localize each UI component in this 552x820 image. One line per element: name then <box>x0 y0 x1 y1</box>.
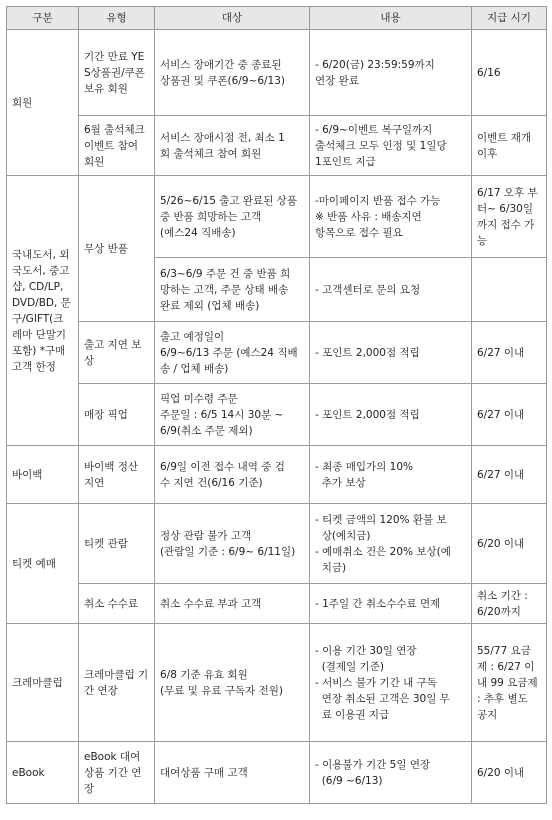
target-line: 정상 관람 불가 고객 <box>160 529 252 542</box>
type-cell: 바이백 정산 지연 <box>79 446 155 504</box>
time-cell: 6/27 이내 <box>472 322 547 384</box>
header-target: 대상 <box>155 7 310 30</box>
category-cell: 티켓 예매 <box>7 504 79 624</box>
target-cell <box>155 322 310 384</box>
table-row <box>7 116 547 176</box>
content-line: - 포인트 2,000점 적립 <box>315 346 420 359</box>
content-cell <box>310 176 472 258</box>
target-line: 서비스 장애기간 중 종료된 <box>160 58 282 71</box>
content-line: - 예매취소 건은 20% 보상(예 <box>315 545 451 558</box>
target-cell <box>155 584 310 624</box>
time-cell: 6/20 이내 <box>472 742 547 804</box>
type-cell: 매장 픽업 <box>79 384 155 446</box>
content-line: 출석체크 모두 인정 및 1일당 <box>315 139 447 152</box>
target-line: 망하는 고객, 주문 상태 배송 <box>160 283 289 296</box>
content-line: - 포인트 2,000점 적립 <box>315 408 420 421</box>
header-row <box>7 7 547 30</box>
content-line: - 티켓 금액의 120% 환불 보 <box>315 513 447 526</box>
compensation-table <box>6 6 547 804</box>
type-cell: eBook 대여상품 기간 연장 <box>79 742 155 804</box>
time-cell: 6/27 이내 <box>472 446 547 504</box>
category-cell: 회원 <box>7 30 79 176</box>
target-cell <box>155 446 310 504</box>
content-line: - 서비스 불가 기간 내 구독 <box>315 676 437 689</box>
category-cell: 크레마클럽 <box>7 624 79 742</box>
target-line: 5/26~6/15 출고 완료된 상품 <box>160 194 297 207</box>
content-cell <box>310 116 472 176</box>
table-row <box>7 504 547 584</box>
time-cell: 55/77 요금제 : 6/27 이내 99 요금제 : 추후 별도 공지 <box>472 624 547 742</box>
header-content: 내용 <box>310 7 472 30</box>
content-cell <box>310 384 472 446</box>
content-line: - 이용 기간 30일 연장 <box>315 644 417 657</box>
target-line: 6/9일 이전 접수 내역 중 검 <box>160 460 285 473</box>
time-cell: 6/27 이내 <box>472 384 547 446</box>
content-line: - 이용불가 기간 5일 연장 <box>315 758 431 771</box>
target-cell <box>155 624 310 742</box>
target-line: 6/3~6/9 주문 건 중 반품 희 <box>160 267 291 280</box>
content-line: ※ 반품 사유 : 배송지연 <box>315 210 422 223</box>
content-line: 치금) <box>315 561 347 574</box>
target-line: 송 / 업체 배송) <box>160 362 229 375</box>
time-cell: 6/20 이내 <box>472 504 547 584</box>
type-cell: 크레마클럽 기간 연장 <box>79 624 155 742</box>
content-line: -마이페이지 반품 접수 가능 <box>315 194 441 207</box>
content-cell <box>310 742 472 804</box>
content-line: 연장 취소된 고객은 30일 무 <box>315 692 450 705</box>
table-row <box>7 384 547 446</box>
table-row <box>7 446 547 504</box>
content-line: - 최종 매입가의 10% <box>315 460 413 473</box>
target-line: 완료 제외 (업체 배송) <box>160 299 260 312</box>
type-cell: 출고 지연 보상 <box>79 322 155 384</box>
time-cell: 취소 기간 : 6/20까지 <box>472 584 547 624</box>
time-cell: 6/16 <box>472 30 547 116</box>
time-cell <box>472 258 547 322</box>
content-cell <box>310 258 472 322</box>
content-line: - 고객센터로 문의 요청 <box>315 283 421 296</box>
target-line: 회 출석체크 참여 회원 <box>160 147 262 160</box>
target-line: 수 지연 건(6/16 기준) <box>160 476 263 489</box>
table-row <box>7 742 547 804</box>
table-row <box>7 624 547 742</box>
category-cell: eBook <box>7 742 79 804</box>
target-line: 6/8 기준 유효 회원 <box>160 668 248 681</box>
header-type: 유형 <box>79 7 155 30</box>
type-cell: 무상 반품 <box>79 176 155 322</box>
target-line: 중 반품 희망하는 고객 <box>160 210 262 223</box>
time-cell: 6/17 오후 부터~ 6/30일까지 접수 가능 <box>472 176 547 258</box>
target-line: 취소 수수료 부과 고객 <box>160 597 262 610</box>
target-line: (무료 및 유료 구독자 전원) <box>160 684 283 697</box>
content-cell <box>310 624 472 742</box>
target-cell <box>155 30 310 116</box>
table-row <box>7 584 547 624</box>
target-line: 상품권 및 쿠폰(6/9~6/13) <box>160 74 286 87</box>
type-cell: 취소 수수료 <box>79 584 155 624</box>
content-line: (6/9 ~6/13) <box>315 774 383 787</box>
header-category: 구분 <box>7 7 79 30</box>
content-line: - 6/9~이벤트 복구일까지 <box>315 123 433 136</box>
content-line: 1포인트 지급 <box>315 155 376 168</box>
table-row <box>7 176 547 258</box>
header-time: 지급 시기 <box>472 7 547 30</box>
category-cell: 국내도서, 외국도서, 중고샵, CD/LP, DVD/BD, 문구/GIFT(크레마 단말기 포함) *구매고객 한정 <box>7 176 79 446</box>
content-line: 항목으로 접수 필요 <box>315 226 403 239</box>
target-line: 주문일 : 6/5 14시 30분 ~ <box>160 408 284 421</box>
table-row <box>7 30 547 116</box>
type-cell: 티켓 관람 <box>79 504 155 584</box>
target-cell <box>155 384 310 446</box>
target-cell <box>155 258 310 322</box>
target-line: 픽업 미수령 주문 <box>160 392 238 405</box>
target-line: 6/9(취소 주문 제외) <box>160 424 253 437</box>
content-line: - 1주일 간 취소수수료 면제 <box>315 597 441 610</box>
content-cell <box>310 446 472 504</box>
content-line: 추가 보상 <box>315 476 366 489</box>
time-cell: 이벤트 재개 이후 <box>472 116 547 176</box>
content-line: (결제일 기준) <box>315 660 384 673</box>
content-line: 상(예치금) <box>315 529 371 542</box>
target-line: 대여상품 구매 고객 <box>160 766 248 779</box>
target-cell <box>155 176 310 258</box>
target-cell <box>155 116 310 176</box>
table-row <box>7 322 547 384</box>
target-cell <box>155 742 310 804</box>
type-cell: 6월 출석체크 이벤트 참여 회원 <box>79 116 155 176</box>
target-line: 서비스 장애시점 전, 최소 1 <box>160 131 285 144</box>
content-cell <box>310 504 472 584</box>
content-line: 료 이용권 지급 <box>315 708 390 721</box>
content-cell <box>310 584 472 624</box>
content-cell <box>310 30 472 116</box>
target-line: 6/9~6/13 주문 (예스24 직배 <box>160 346 298 359</box>
content-line: 연장 완료 <box>315 74 359 87</box>
category-cell: 바이백 <box>7 446 79 504</box>
target-line: 출고 예정일이 <box>160 330 225 343</box>
target-line: (관람일 기준 : 6/9~ 6/11일) <box>160 545 296 558</box>
target-cell <box>155 504 310 584</box>
content-line: - 6/20(금) 23:59:59까지 <box>315 58 435 71</box>
type-cell: 기간 만료 YES상품권/쿠폰 보유 회원 <box>79 30 155 116</box>
content-cell <box>310 322 472 384</box>
target-line: (예스24 직배송) <box>160 226 236 239</box>
